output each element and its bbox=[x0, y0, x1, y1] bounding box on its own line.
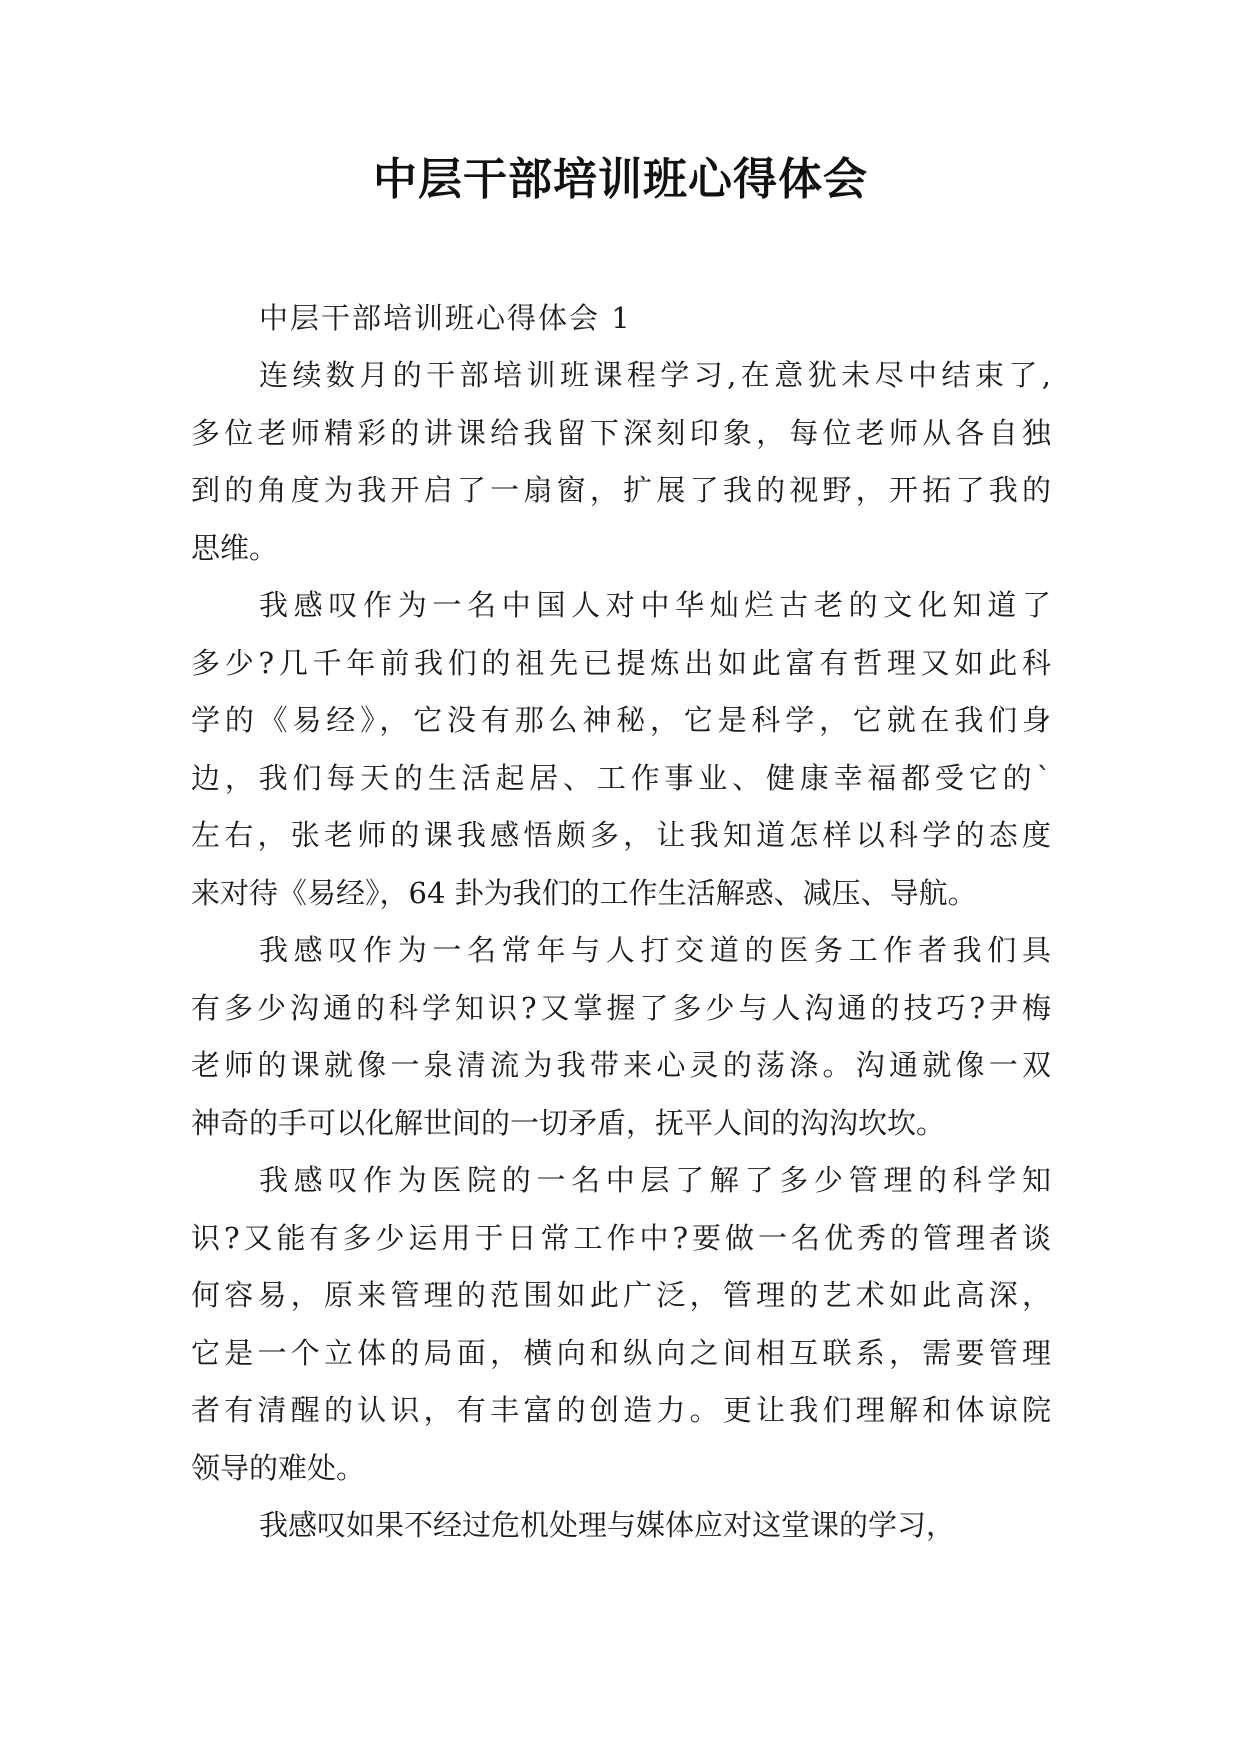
paragraph-line: 何容易，原来管理的范围如此广泛，管理的艺术如此高深， bbox=[191, 1278, 1051, 1312]
paragraph-line: 左右，张老师的课我感悟颇多，让我知道怎样以科学的态度 bbox=[191, 818, 1051, 852]
paragraph-line: 学的《易经》，它没有那么神秘，它是科学，它就在我们身 bbox=[191, 703, 1051, 737]
paragraph-5 bbox=[191, 1497, 1051, 1555]
paragraph-line: 到的角度为我开启了一扇窗，扩展了我的视野，开拓了我的 bbox=[191, 473, 1051, 507]
paragraph-line: 者有清醒的认识，有丰富的创造力。更让我们理解和体谅院 bbox=[191, 1393, 1051, 1427]
document-title: 中层干部培训班心得体会 bbox=[373, 154, 868, 205]
paragraph-line: 有多少沟通的科学知识?又掌握了多少与人沟通的技巧?尹梅 bbox=[191, 990, 1051, 1025]
paragraph-line: 识?又能有多少运用于日常工作中?要做一名优秀的管理者谈 bbox=[191, 1220, 1051, 1255]
paragraph-line: 边，我们每天的生活起居、工作事业、健康幸福都受它的` bbox=[191, 760, 1051, 795]
paragraph-line: 我感叹作为一名中国人对中华灿烂古老的文化知道了 bbox=[259, 588, 1051, 622]
paragraph-line: 它是一个立体的局面，横向和纵向之间相互联系，需要管理 bbox=[191, 1335, 1051, 1370]
paragraph-line: 我感叹作为一名常年与人打交道的医务工作者我们具 bbox=[259, 933, 1051, 967]
paragraph-line: 多位老师精彩的讲课给我留下深刻印象，每位老师从各自独 bbox=[191, 415, 1051, 450]
paragraph-4 bbox=[191, 1152, 1051, 1497]
paragraph-line: 我感叹如果不经过危机处理与媒体应对这堂课的学习， bbox=[259, 1508, 956, 1542]
paragraph-1 bbox=[191, 347, 1051, 577]
paragraph-2 bbox=[191, 577, 1051, 922]
section-heading: 中层干部培训班心得体会 1 bbox=[259, 301, 632, 335]
document-body bbox=[191, 290, 1051, 1555]
paragraph-line: 神奇的手可以化解世间的一切矛盾，抚平人间的沟沟坎坎。 bbox=[191, 1105, 946, 1140]
paragraph-line: 我感叹作为医院的一名中层了解了多少管理的科学知 bbox=[259, 1163, 1051, 1197]
paragraph-3 bbox=[191, 922, 1051, 1152]
paragraph-line: 老师的课就像一泉清流为我带来心灵的荡涤。沟通就像一双 bbox=[191, 1048, 1051, 1082]
paragraph-line: 思维。 bbox=[191, 530, 279, 565]
paragraph-line: 来对待《易经》，64 卦为我们的工作生活解惑、减压、导航。 bbox=[191, 875, 977, 910]
paragraph-line: 连续数月的干部培训班课程学习,在意犹未尽中结束了, bbox=[259, 358, 1051, 392]
paragraph-line: 领导的难处。 bbox=[191, 1450, 366, 1485]
paragraph-line: 多少?几千年前我们的祖先已提炼出如此富有哲理又如此科 bbox=[191, 645, 1051, 680]
